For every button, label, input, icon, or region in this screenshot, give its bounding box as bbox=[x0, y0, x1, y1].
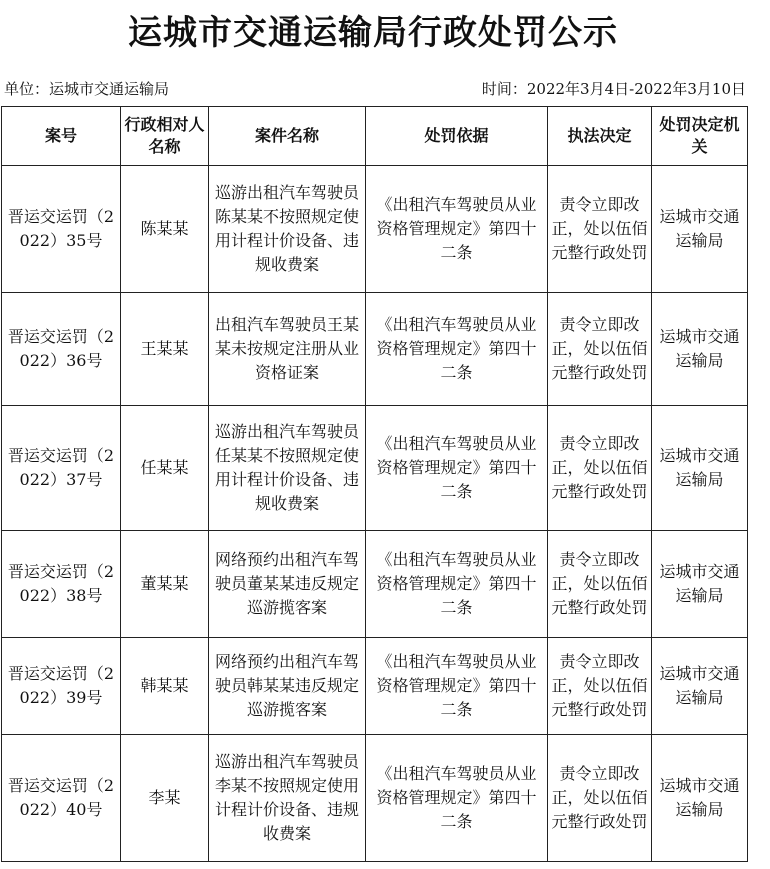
page-title: 运城市交通运输局行政处罚公示 bbox=[128, 13, 618, 53]
authority-cell: 运城市交通运输局 bbox=[652, 735, 748, 862]
case-name-cell: 巡游出租汽车驾驶员任某某不按照规定使用计程计价设备、违规收费案 bbox=[209, 406, 366, 531]
case-no-cell: 晋运交运罚（2022）38号 bbox=[2, 531, 121, 638]
authority-cell: 运城市交通运输局 bbox=[652, 531, 748, 638]
decision-cell: 责令立即改正，处以伍佰元整行政处罚 bbox=[548, 406, 652, 531]
header-case-no: 案号 bbox=[2, 107, 121, 166]
issuing-unit: 单位：运城市交通运输局 bbox=[4, 80, 170, 98]
penalty-table bbox=[1, 106, 748, 862]
basis-cell: 《出租汽车驾驶员从业资格管理规定》第四十二条 bbox=[366, 293, 548, 406]
basis-cell: 《出租汽车驾驶员从业资格管理规定》第四十二条 bbox=[366, 638, 548, 735]
table-row bbox=[2, 166, 748, 293]
header-decision: 执法决定 bbox=[548, 107, 652, 166]
party-cell: 韩某某 bbox=[121, 638, 209, 735]
case-name-cell: 出租汽车驾驶员王某某未按规定注册从业资格证案 bbox=[209, 293, 366, 406]
party-cell: 任某某 bbox=[121, 406, 209, 531]
authority-cell: 运城市交通运输局 bbox=[652, 166, 748, 293]
publication-period: 时间：2022年3月4日-2022年3月10日 bbox=[481, 80, 746, 98]
table-header-row bbox=[2, 107, 748, 166]
case-name-cell: 巡游出租汽车驾驶员李某不按照规定使用计程计价设备、违规收费案 bbox=[209, 735, 366, 862]
party-cell: 李某 bbox=[121, 735, 209, 862]
case-no-cell: 晋运交运罚（2022）40号 bbox=[2, 735, 121, 862]
case-no-cell: 晋运交运罚（2022）36号 bbox=[2, 293, 121, 406]
party-cell: 陈某某 bbox=[121, 166, 209, 293]
header-party: 行政相对人名称 bbox=[121, 107, 209, 166]
table-row bbox=[2, 293, 748, 406]
party-cell: 董某某 bbox=[121, 531, 209, 638]
case-name-cell: 网络预约出租汽车驾驶员韩某某违反规定巡游揽客案 bbox=[209, 638, 366, 735]
header-case-name: 案件名称 bbox=[209, 107, 366, 166]
case-no-cell: 晋运交运罚（2022）37号 bbox=[2, 406, 121, 531]
decision-cell: 责令立即改正，处以伍佰元整行政处罚 bbox=[548, 166, 652, 293]
header-basis: 处罚依据 bbox=[366, 107, 548, 166]
table-row bbox=[2, 406, 748, 531]
decision-cell: 责令立即改正，处以伍佰元整行政处罚 bbox=[548, 293, 652, 406]
decision-cell: 责令立即改正，处以伍佰元整行政处罚 bbox=[548, 638, 652, 735]
table-row bbox=[2, 531, 748, 638]
authority-cell: 运城市交通运输局 bbox=[652, 638, 748, 735]
authority-cell: 运城市交通运输局 bbox=[652, 293, 748, 406]
decision-cell: 责令立即改正，处以伍佰元整行政处罚 bbox=[548, 531, 652, 638]
case-name-cell: 巡游出租汽车驾驶员陈某某不按照规定使用计程计价设备、违规收费案 bbox=[209, 166, 366, 293]
case-name-cell: 网络预约出租汽车驾驶员董某某违反规定巡游揽客案 bbox=[209, 531, 366, 638]
table-row bbox=[2, 638, 748, 735]
case-no-cell: 晋运交运罚（2022）39号 bbox=[2, 638, 121, 735]
basis-cell: 《出租汽车驾驶员从业资格管理规定》第四十二条 bbox=[366, 406, 548, 531]
meta-row bbox=[4, 74, 746, 104]
party-cell: 王某某 bbox=[121, 293, 209, 406]
case-no-cell: 晋运交运罚（2022）35号 bbox=[2, 166, 121, 293]
basis-cell: 《出租汽车驾驶员从业资格管理规定》第四十二条 bbox=[366, 166, 548, 293]
header-authority: 处罚决定机关 bbox=[652, 107, 748, 166]
basis-cell: 《出租汽车驾驶员从业资格管理规定》第四十二条 bbox=[366, 531, 548, 638]
table-row bbox=[2, 735, 748, 862]
authority-cell: 运城市交通运输局 bbox=[652, 406, 748, 531]
decision-cell: 责令立即改正，处以伍佰元整行政处罚 bbox=[548, 735, 652, 862]
basis-cell: 《出租汽车驾驶员从业资格管理规定》第四十二条 bbox=[366, 735, 548, 862]
